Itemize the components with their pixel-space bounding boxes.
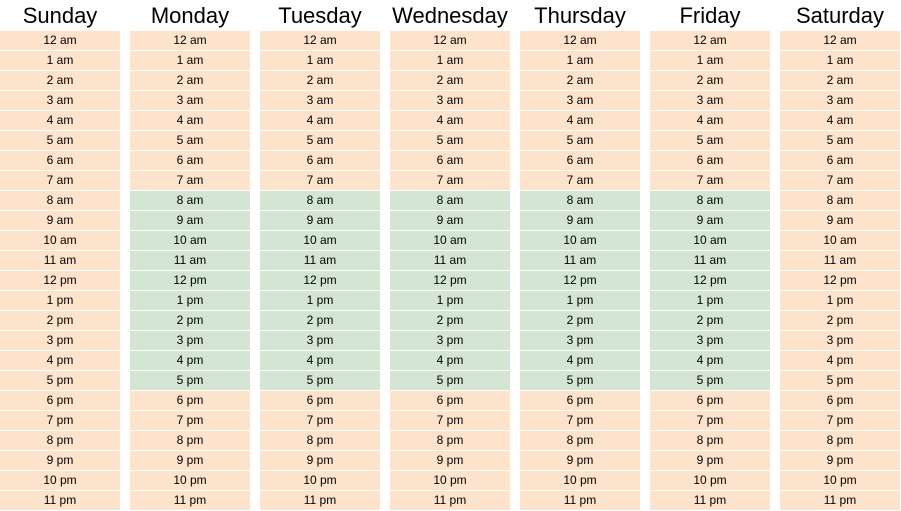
hour-slot[interactable]: 6 pm bbox=[520, 391, 640, 410]
hour-slot[interactable]: 3 pm bbox=[0, 331, 120, 350]
hour-slot[interactable]: 1 pm bbox=[520, 291, 640, 310]
hour-slot[interactable]: 11 pm bbox=[0, 491, 120, 510]
hour-slot[interactable]: 9 am bbox=[650, 211, 770, 230]
hour-slot[interactable]: 2 am bbox=[260, 71, 380, 90]
hour-slot[interactable]: 7 pm bbox=[260, 411, 380, 430]
hour-slot[interactable]: 9 pm bbox=[520, 451, 640, 470]
hour-slot[interactable]: 2 pm bbox=[390, 311, 510, 330]
hour-slot[interactable]: 8 am bbox=[780, 191, 900, 210]
hour-slot[interactable]: 6 am bbox=[520, 151, 640, 170]
hour-slot[interactable]: 2 pm bbox=[0, 311, 120, 330]
hour-slot[interactable]: 10 pm bbox=[260, 471, 380, 490]
hour-slot[interactable]: 5 pm bbox=[520, 371, 640, 390]
hour-slot[interactable]: 10 am bbox=[130, 231, 250, 250]
hour-slot[interactable]: 4 pm bbox=[390, 351, 510, 370]
hour-slot[interactable]: 8 pm bbox=[650, 431, 770, 450]
hour-slot[interactable]: 4 pm bbox=[260, 351, 380, 370]
hour-slot[interactable]: 10 am bbox=[0, 231, 120, 250]
hour-slot[interactable]: 6 am bbox=[780, 151, 900, 170]
hour-slot[interactable]: 10 pm bbox=[0, 471, 120, 490]
day-header-thursday: Thursday bbox=[534, 3, 626, 28]
hour-slot[interactable]: 5 pm bbox=[650, 371, 770, 390]
hour-slot[interactable]: 4 pm bbox=[650, 351, 770, 370]
hour-slot[interactable]: 10 pm bbox=[130, 471, 250, 490]
hour-slot[interactable]: 3 pm bbox=[130, 331, 250, 350]
hour-slot[interactable]: 2 pm bbox=[260, 311, 380, 330]
hour-slot[interactable]: 7 pm bbox=[0, 411, 120, 430]
hour-slot[interactable]: 5 am bbox=[520, 131, 640, 150]
hour-slot[interactable]: 4 pm bbox=[0, 351, 120, 370]
hour-slot[interactable]: 10 am bbox=[780, 231, 900, 250]
hour-slot[interactable]: 9 pm bbox=[390, 451, 510, 470]
hour-slot[interactable]: 2 am bbox=[780, 71, 900, 90]
hour-slot[interactable]: 1 am bbox=[520, 51, 640, 70]
hour-slot[interactable]: 11 pm bbox=[780, 491, 900, 510]
hour-slot[interactable]: 1 pm bbox=[390, 291, 510, 310]
hour-slot[interactable]: 4 pm bbox=[780, 351, 900, 370]
hour-slot[interactable]: 5 am bbox=[260, 131, 380, 150]
hour-slot[interactable]: 3 am bbox=[650, 91, 770, 110]
hour-slot[interactable]: 7 am bbox=[520, 171, 640, 190]
hour-slot[interactable]: 7 am bbox=[0, 171, 120, 190]
hour-slot[interactable]: 6 pm bbox=[650, 391, 770, 410]
hour-slot[interactable]: 6 am bbox=[650, 151, 770, 170]
hour-slot[interactable]: 9 am bbox=[130, 211, 250, 230]
hour-slot[interactable]: 11 am bbox=[130, 251, 250, 270]
hour-slot[interactable]: 12 pm bbox=[390, 271, 510, 290]
day-column-saturday bbox=[780, 0, 900, 511]
day-header-wednesday: Wednesday bbox=[392, 3, 508, 28]
hour-slot[interactable]: 12 pm bbox=[780, 271, 900, 290]
hour-slot[interactable]: 4 am bbox=[390, 111, 510, 130]
hour-slot[interactable]: 9 pm bbox=[650, 451, 770, 470]
day-header-friday: Friday bbox=[679, 3, 741, 28]
hour-slot[interactable]: 7 am bbox=[780, 171, 900, 190]
hour-slot[interactable]: 7 am bbox=[260, 171, 380, 190]
hour-slot[interactable]: 6 pm bbox=[780, 391, 900, 410]
hour-slot[interactable]: 4 am bbox=[650, 111, 770, 130]
hour-slot[interactable]: 1 am bbox=[0, 51, 120, 70]
hour-slot[interactable]: 3 am bbox=[780, 91, 900, 110]
hour-slot[interactable]: 12 am bbox=[780, 31, 900, 50]
hour-slot[interactable]: 6 am bbox=[0, 151, 120, 170]
hour-slot[interactable]: 3 pm bbox=[780, 331, 900, 350]
hour-slot[interactable]: 9 am bbox=[0, 211, 120, 230]
hour-slot[interactable]: 5 am bbox=[780, 131, 900, 150]
hour-slot[interactable]: 10 am bbox=[390, 231, 510, 250]
hour-slot[interactable]: 12 am bbox=[390, 31, 510, 50]
hour-slot[interactable]: 6 pm bbox=[260, 391, 380, 410]
hour-slot[interactable]: 4 am bbox=[260, 111, 380, 130]
hour-slot[interactable]: 9 pm bbox=[130, 451, 250, 470]
hour-slot[interactable]: 1 am bbox=[260, 51, 380, 70]
day-column-tuesday bbox=[260, 0, 380, 511]
hour-slot[interactable]: 7 pm bbox=[780, 411, 900, 430]
hour-slot[interactable]: 9 pm bbox=[0, 451, 120, 470]
hour-slot[interactable]: 2 pm bbox=[520, 311, 640, 330]
hour-slot[interactable]: 12 pm bbox=[520, 271, 640, 290]
hour-slot[interactable]: 10 pm bbox=[390, 471, 510, 490]
hour-slot[interactable]: 11 pm bbox=[260, 491, 380, 510]
hour-slot[interactable]: 7 pm bbox=[520, 411, 640, 430]
hour-slot[interactable]: 10 am bbox=[650, 231, 770, 250]
hour-slot[interactable]: 5 am bbox=[130, 131, 250, 150]
hour-slot[interactable]: 11 am bbox=[520, 251, 640, 270]
day-column-friday bbox=[650, 0, 770, 511]
hour-slot[interactable]: 11 am bbox=[780, 251, 900, 270]
hour-slot[interactable]: 8 pm bbox=[130, 431, 250, 450]
hour-slot[interactable]: 3 pm bbox=[260, 331, 380, 350]
hour-slot[interactable]: 4 am bbox=[0, 111, 120, 130]
hour-slot[interactable]: 10 am bbox=[260, 231, 380, 250]
hour-slot[interactable]: 6 pm bbox=[390, 391, 510, 410]
hour-slot[interactable]: 3 pm bbox=[390, 331, 510, 350]
hour-slot[interactable]: 3 pm bbox=[650, 331, 770, 350]
hour-slot[interactable]: 12 pm bbox=[0, 271, 120, 290]
hour-slot[interactable]: 6 am bbox=[390, 151, 510, 170]
hour-slot[interactable]: 9 am bbox=[260, 211, 380, 230]
hour-slot[interactable]: 11 pm bbox=[390, 491, 510, 510]
hour-slot[interactable]: 8 am bbox=[260, 191, 380, 210]
hour-slot[interactable]: 4 am bbox=[780, 111, 900, 130]
hour-slot[interactable]: 2 am bbox=[650, 71, 770, 90]
hour-slot[interactable]: 6 am bbox=[260, 151, 380, 170]
hour-slot[interactable]: 7 am bbox=[390, 171, 510, 190]
day-column-thursday bbox=[520, 0, 640, 511]
hour-slot[interactable]: 5 am bbox=[650, 131, 770, 150]
hour-slot[interactable]: 12 am bbox=[0, 31, 120, 50]
day-column-wednesday bbox=[390, 0, 510, 511]
hour-slot[interactable]: 5 pm bbox=[260, 371, 380, 390]
day-column-monday bbox=[130, 0, 250, 511]
hour-slot[interactable]: 1 pm bbox=[650, 291, 770, 310]
hour-slot[interactable]: 2 pm bbox=[130, 311, 250, 330]
hour-slot[interactable]: 5 pm bbox=[0, 371, 120, 390]
hour-slot[interactable]: 1 am bbox=[780, 51, 900, 70]
hour-slot[interactable]: 5 pm bbox=[390, 371, 510, 390]
hour-slot[interactable]: 8 pm bbox=[0, 431, 120, 450]
hour-slot[interactable]: 6 am bbox=[130, 151, 250, 170]
hour-slot[interactable]: 1 am bbox=[390, 51, 510, 70]
hour-slot[interactable]: 5 pm bbox=[780, 371, 900, 390]
hour-slot[interactable]: 1 am bbox=[130, 51, 250, 70]
hour-slot[interactable]: 5 pm bbox=[130, 371, 250, 390]
hour-slot[interactable]: 11 pm bbox=[130, 491, 250, 510]
hour-slot[interactable]: 1 pm bbox=[0, 291, 120, 310]
hour-slot[interactable]: 11 am bbox=[390, 251, 510, 270]
hour-slot[interactable]: 3 pm bbox=[520, 331, 640, 350]
hour-slot[interactable]: 9 pm bbox=[780, 451, 900, 470]
hour-slot[interactable]: 5 am bbox=[390, 131, 510, 150]
hour-slot[interactable]: 12 am bbox=[520, 31, 640, 50]
hour-slot[interactable]: 10 pm bbox=[780, 471, 900, 490]
hour-slot[interactable]: 7 am bbox=[130, 171, 250, 190]
hour-slot[interactable]: 9 am bbox=[520, 211, 640, 230]
hour-slot[interactable]: 12 am bbox=[130, 31, 250, 50]
hour-slot[interactable]: 3 am bbox=[0, 91, 120, 110]
hour-slot[interactable]: 11 am bbox=[260, 251, 380, 270]
hour-slot[interactable]: 7 pm bbox=[390, 411, 510, 430]
hour-slot[interactable]: 3 am bbox=[130, 91, 250, 110]
hour-slot[interactable]: 2 am bbox=[0, 71, 120, 90]
hour-slot[interactable]: 5 am bbox=[0, 131, 120, 150]
hour-slot[interactable]: 4 am bbox=[520, 111, 640, 130]
hour-slot[interactable]: 4 pm bbox=[130, 351, 250, 370]
hour-slot[interactable]: 1 pm bbox=[260, 291, 380, 310]
day-header-saturday: Saturday bbox=[795, 3, 885, 28]
hour-slot[interactable]: 9 am bbox=[390, 211, 510, 230]
hour-slot[interactable]: 8 am bbox=[0, 191, 120, 210]
hour-slot[interactable]: 4 pm bbox=[520, 351, 640, 370]
hour-slot[interactable]: 3 am bbox=[260, 91, 380, 110]
hour-slot[interactable]: 8 pm bbox=[780, 431, 900, 450]
hour-slot[interactable]: 8 pm bbox=[520, 431, 640, 450]
hour-slot[interactable]: 6 pm bbox=[130, 391, 250, 410]
hour-slot[interactable]: 1 am bbox=[650, 51, 770, 70]
hour-slot[interactable]: 8 am bbox=[130, 191, 250, 210]
hour-slot[interactable]: 7 pm bbox=[130, 411, 250, 430]
hour-slot[interactable]: 12 am bbox=[650, 31, 770, 50]
hour-slot[interactable]: 1 pm bbox=[780, 291, 900, 310]
hour-slot[interactable]: 7 am bbox=[650, 171, 770, 190]
hour-slot[interactable]: 8 am bbox=[650, 191, 770, 210]
hour-slot[interactable]: 8 am bbox=[520, 191, 640, 210]
hour-slot[interactable]: 12 pm bbox=[260, 271, 380, 290]
hour-slot[interactable]: 12 pm bbox=[650, 271, 770, 290]
hour-slot[interactable]: 4 am bbox=[130, 111, 250, 130]
hour-slot[interactable]: 11 am bbox=[650, 251, 770, 270]
hour-slot[interactable]: 8 am bbox=[390, 191, 510, 210]
hour-slot[interactable]: 10 pm bbox=[520, 471, 640, 490]
hour-slot[interactable]: 8 pm bbox=[260, 431, 380, 450]
hour-slot[interactable]: 3 am bbox=[520, 91, 640, 110]
hour-slot[interactable]: 1 pm bbox=[130, 291, 250, 310]
hour-slot[interactable]: 6 pm bbox=[0, 391, 120, 410]
hour-slot[interactable]: 2 am bbox=[390, 71, 510, 90]
hour-slot[interactable]: 2 am bbox=[130, 71, 250, 90]
hour-slot[interactable]: 12 pm bbox=[130, 271, 250, 290]
hour-slot[interactable]: 7 pm bbox=[650, 411, 770, 430]
day-header-tuesday: Tuesday bbox=[278, 3, 362, 28]
hour-slot[interactable]: 2 pm bbox=[650, 311, 770, 330]
day-header-sunday: Sunday bbox=[22, 3, 98, 28]
hour-slot[interactable]: 2 pm bbox=[780, 311, 900, 330]
hour-slot[interactable]: 10 pm bbox=[650, 471, 770, 490]
day-header-monday: Monday bbox=[150, 3, 230, 28]
day-column-sunday bbox=[0, 0, 120, 511]
hour-slot[interactable]: 3 am bbox=[390, 91, 510, 110]
hour-slot[interactable]: 11 am bbox=[0, 251, 120, 270]
hour-slot[interactable]: 8 pm bbox=[390, 431, 510, 450]
hour-slot[interactable]: 12 am bbox=[260, 31, 380, 50]
hour-slot[interactable]: 11 pm bbox=[520, 491, 640, 510]
hour-slot[interactable]: 10 am bbox=[520, 231, 640, 250]
hour-slot[interactable]: 2 am bbox=[520, 71, 640, 90]
hour-slot[interactable]: 9 pm bbox=[260, 451, 380, 470]
hour-slot[interactable]: 9 am bbox=[780, 211, 900, 230]
hour-slot[interactable]: 11 pm bbox=[650, 491, 770, 510]
